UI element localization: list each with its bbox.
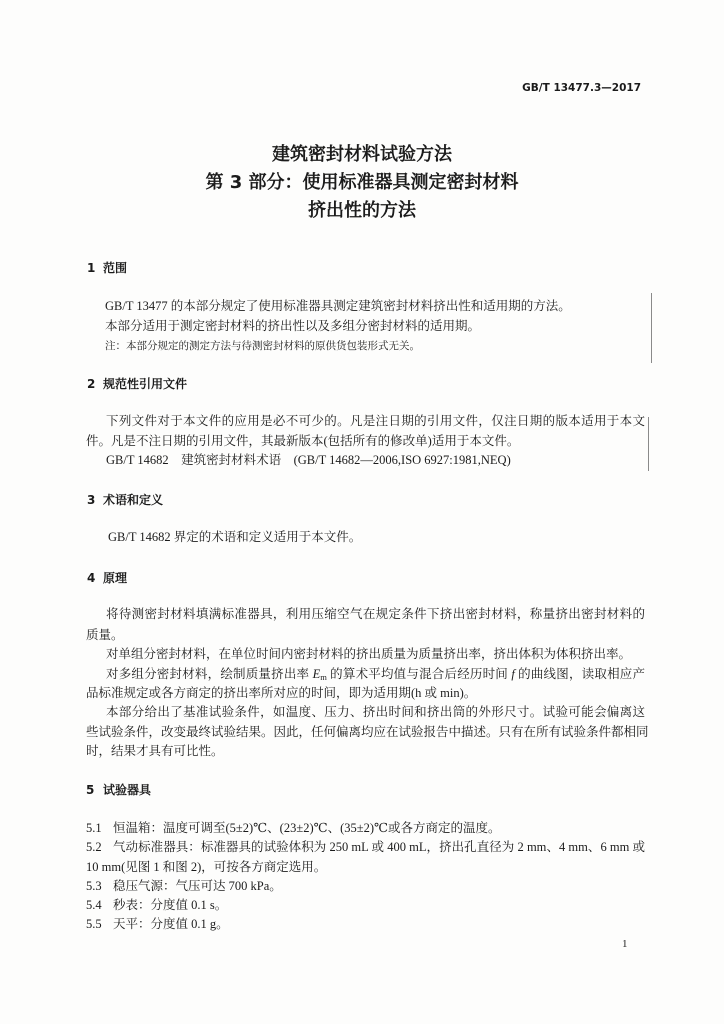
clause-number: 5.2 — [86, 840, 102, 854]
mass-extrusion-rate-symbol: E — [312, 667, 321, 681]
section-number: 2 — [87, 377, 96, 391]
margin-rule — [651, 293, 652, 363]
paragraph-line: 时，结果才具有可比性。 — [86, 744, 224, 758]
paragraph-line: 对单组分密封材料，在单位时间内密封材料的挤出质量为质量挤出率，挤出体积为体积挤出率。 — [106, 647, 632, 661]
note-line: 注：本部分规定的测定方法与待测密封材料的原供货包装形式无关。 — [105, 341, 420, 352]
clause-number: 5.4 — [86, 898, 102, 912]
time-variable: f — [511, 667, 515, 681]
paragraph-line: 本部分适用于测定密封材料的挤出性以及多组分密封材料的适用期。 — [105, 319, 481, 333]
clause-text: 10 mm(见图 1 和图 2)，可按各方商定选用。 — [86, 860, 327, 874]
paragraph-line: 将待测密封材料填满标准器具，利用压缩空气在规定条件下挤出密封材料，称量挤出密封材料的 — [106, 607, 645, 621]
section-title: 规范性引用文件 — [103, 377, 188, 391]
formula-text: 的曲线图，读取相应产 — [514, 667, 645, 681]
title-line-1: 建筑密封材料试验方法 — [272, 144, 452, 165]
title-line-3: 挤出性的方法 — [308, 200, 416, 221]
clause-number: 5.3 — [86, 879, 102, 893]
section-title: 术语和定义 — [103, 493, 164, 507]
paragraph-line: GB/T 13477 的本部分规定了使用标准器具测定建筑密封材料挤出性和适用期的方法。 — [105, 299, 571, 313]
section-number: 1 — [87, 261, 96, 275]
clause-text: 恒温箱：温度可调至(5±2)℃、(23±2)℃、(35±2)℃或各方商定的温度。 — [113, 821, 501, 835]
title-line-2: 第 3 部分：使用标准器具测定密封材料 — [205, 172, 519, 193]
clause-text: 稳压气源：气压可达 700 kPa。 — [113, 879, 282, 893]
section-title: 范围 — [103, 261, 128, 275]
section-title: 原理 — [103, 571, 128, 585]
clause-number: 5.5 — [86, 917, 102, 931]
paragraph-line: 质量。 — [86, 628, 124, 642]
section-number: 3 — [87, 493, 96, 507]
formula-text: 对多组分密封材料，绘制质量挤出率 — [106, 667, 313, 681]
formula-text: 的算术平均值与混合后经历时间 — [326, 667, 512, 681]
paragraph-line: 件。凡是不注日期的引用文件，其最新版本(包括所有的修改单)适用于本文件。 — [86, 434, 520, 448]
clause-text: 天平：分度值 0.1 g。 — [113, 917, 229, 931]
section-number: 5 — [86, 783, 95, 797]
margin-rule — [648, 417, 649, 471]
section-number: 4 — [87, 571, 96, 585]
page-number: 1 — [622, 938, 628, 950]
paragraph-line: 下列文件对于本文件的应用是必不可少的。凡是注日期的引用文件，仅注日期的版本适用于本文 — [106, 414, 645, 428]
standard-number-header: GB/T 13477.3—2017 — [522, 82, 641, 94]
paragraph-line: 本部分给出了基准试验条件，如温度、压力、挤出时间和挤出筒的外形尺寸。试验可能会偏离这 — [106, 705, 645, 719]
clause-text: 秒表：分度值 0.1 s。 — [113, 898, 228, 912]
paragraph-line: GB/T 14682 界定的术语和定义适用于本文件。 — [108, 530, 362, 544]
paragraph-line — [106, 666, 645, 683]
section-title: 试验器具 — [103, 783, 152, 797]
paragraph-line: 品标准规定或各方商定的挤出率所对应的时间，即为适用期(h 或 min)。 — [86, 686, 477, 700]
reference-entry: GB/T 14682 建筑密封材料术语 (GB/T 14682—2006,ISO 6927:1981,NEQ) — [106, 453, 511, 467]
clause-number: 5.1 — [86, 821, 102, 835]
paragraph-line: 些试验条件，改变最终试验结果。因此，任何偏离均应在试验报告中描述。只有在所有试验条件都相同 — [86, 725, 649, 739]
clause-text: 气动标准器具：标准器具的试验体积为 250 mL 或 400 mL，挤出孔直径为 2 mm、4 mm、6 mm 或 — [113, 840, 645, 854]
symbol-subscript: m — [320, 672, 327, 682]
